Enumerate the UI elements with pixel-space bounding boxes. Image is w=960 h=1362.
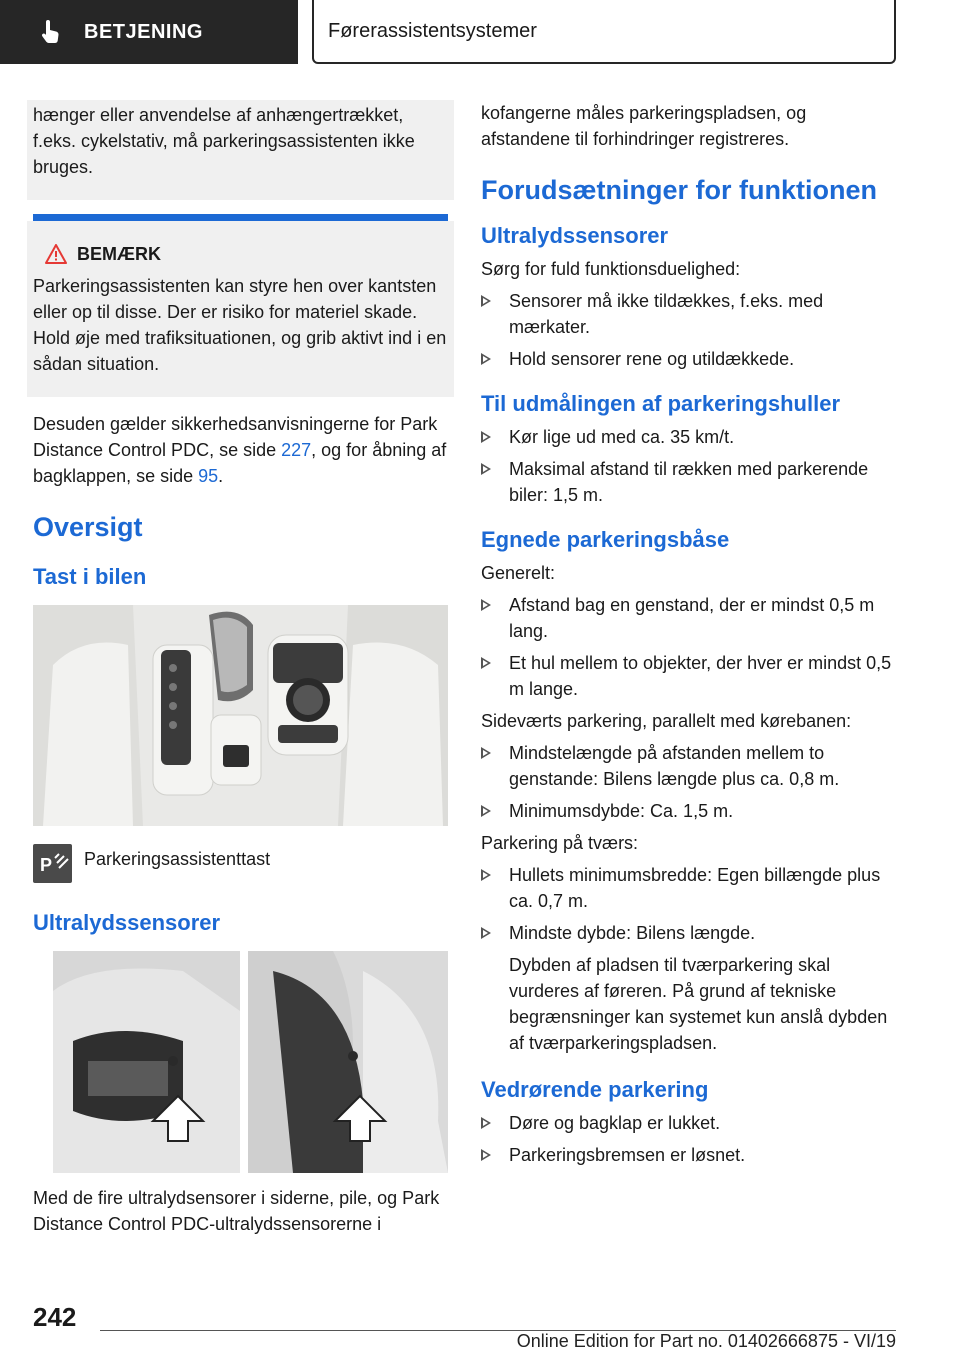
- heading-prerequisites: Forudsætninger for funktionen: [481, 175, 877, 205]
- measure-list: [481, 424, 896, 508]
- button-caption-text: Parkeringsassistenttast: [84, 849, 271, 869]
- triangle-bullet-icon: [481, 295, 491, 307]
- heading-sensors: Ultralydssensorer: [33, 910, 221, 935]
- right-continued-text: kofangerne måles parkeringspladsen, og afstandene til forhindringer registreres.: [481, 103, 807, 149]
- triangle-bullet-icon: [481, 463, 491, 475]
- continued-box: [27, 100, 454, 200]
- list-item: Mindste dybde: Bilens længde. Dybden af pladsen til tværparkering skal vurderes af føreren. På grund af tekniske begrænsninger kan systemet kun anslå dybden af tværparkeringspladsen.: [481, 920, 896, 1056]
- list-item: Hold sensorer rene og utildækkede.: [481, 346, 896, 372]
- list-item: Hullets minimumsbredde: Egen billængde plus ca. 0,7 m.: [481, 862, 896, 914]
- safety-end: .: [218, 466, 224, 486]
- safety-mid: , og for åbning af bagklappen, se side: [33, 440, 447, 486]
- chapter-title: Førerassistentsystemer: [312, 0, 896, 64]
- page-number: 242: [33, 1302, 77, 1332]
- list-item: Minimumsdybde: Ca. 1,5 m.: [481, 798, 896, 824]
- parallel-list: [481, 740, 896, 824]
- heading-parking: Vedrørende parkering: [481, 1077, 709, 1102]
- left-column: [33, 100, 448, 1237]
- triangle-bullet-icon: [481, 1149, 491, 1161]
- car-console-photo: [33, 605, 448, 826]
- note-bar: [33, 214, 448, 221]
- sensor-photos: [33, 951, 448, 1173]
- note-heading: [33, 241, 448, 267]
- general-list: [481, 592, 896, 702]
- list-item: Døre og bagklap er lukket.: [481, 1110, 896, 1136]
- triangle-bullet-icon: [481, 599, 491, 611]
- triangle-bullet-icon: [481, 1117, 491, 1129]
- note-title: BEMÆRK: [77, 244, 161, 264]
- triangle-bullet-icon: [481, 353, 491, 365]
- page-link-227[interactable]: 227: [281, 440, 312, 460]
- hand-pointer-icon: [40, 20, 62, 44]
- triangle-bullet-icon: [481, 805, 491, 817]
- heading-suitable: Egnede parkeringsbåse: [481, 527, 730, 552]
- list-item: Sensorer må ikke tildækkes, f.eks. med mærkater.: [481, 288, 896, 340]
- right-column: [481, 100, 896, 1168]
- continued-text: hænger eller anvendelse af anhængertrækket, f.eks. cykelstativ, må parkeringsassistenten ikke bruges.: [33, 105, 415, 177]
- triangle-bullet-icon: [481, 747, 491, 759]
- page-link-95[interactable]: 95: [198, 466, 219, 486]
- perp-note: Dybden af pladsen til tværparkering skal vurderes af føreren. På grund af tekniske begrænsninger kan systemet kun anslå dybden af tværparkeringspladsen.: [509, 955, 888, 1053]
- section-label: BETJENING: [84, 20, 203, 43]
- warning-icon: [45, 244, 67, 264]
- parallel-label: Sideværts parkering, parallelt med kørebanen:: [481, 711, 852, 731]
- edition-text: Online Edition for Part no. 01402666875 - VI/19: [516, 1331, 896, 1351]
- list-item: Mindstelængde på afstanden mellem to genstande: Bilens længde plus ca. 0,8 m.: [481, 740, 896, 792]
- note-box: [27, 221, 454, 397]
- list-item: Et hul mellem to objekter, der hver er mindst 0,5 m lange.: [481, 650, 896, 702]
- triangle-bullet-icon: [481, 869, 491, 881]
- note-body: Parkeringsassistenten kan styre hen over kantsten eller op til disse. Der er risiko for materiel skade. Hold øje med trafiksituationen, og grib aktivt ind i en sådan situation.: [33, 276, 447, 374]
- list-item: Parkeringsbremsen er løsnet.: [481, 1142, 896, 1168]
- triangle-bullet-icon: [481, 657, 491, 669]
- heading-button: Tast i bilen: [33, 564, 147, 589]
- button-caption: [33, 844, 448, 883]
- parking-list: [481, 1110, 896, 1168]
- safety-pre: Desuden gælder sikkerhedsanvisningerne for Park Distance Control PDC, se side: [33, 414, 438, 460]
- heading-measure: Til udmålingen af parkeringshuller: [481, 391, 841, 416]
- sensors-list: [481, 288, 896, 372]
- perp-label: Parkering på tværs:: [481, 833, 639, 853]
- sensors-text: Med de fire ultralydsensorer i siderne, pile, og Park Distance Control PDC-ultralydssensorerne i: [33, 1188, 440, 1234]
- triangle-bullet-icon: [481, 927, 491, 939]
- list-item: Afstand bag en genstand, der er mindst 0,5 m lang.: [481, 592, 896, 644]
- list-item: Maksimal afstand til rækken med parkerende biler: 1,5 m.: [481, 456, 896, 508]
- page-footer: [0, 1290, 960, 1362]
- triangle-bullet-icon: [481, 431, 491, 443]
- console-illustration: [33, 605, 448, 826]
- safety-text: [33, 411, 448, 489]
- sensor-illustration: [33, 951, 448, 1173]
- general-label: Generelt:: [481, 563, 556, 583]
- park-assist-button-icon: [33, 844, 72, 883]
- svg-text:P: P: [40, 855, 53, 875]
- heading-overview: Oversigt: [33, 512, 143, 542]
- heading-r-sensors: Ultralydssensorer: [481, 223, 669, 248]
- perp-list: [481, 862, 896, 1056]
- sensors-intro: Sørg for fuld funktionsduelighed:: [481, 259, 741, 279]
- section-tab[interactable]: [0, 0, 298, 64]
- list-item: Kør lige ud med ca. 35 km/t.: [481, 424, 896, 450]
